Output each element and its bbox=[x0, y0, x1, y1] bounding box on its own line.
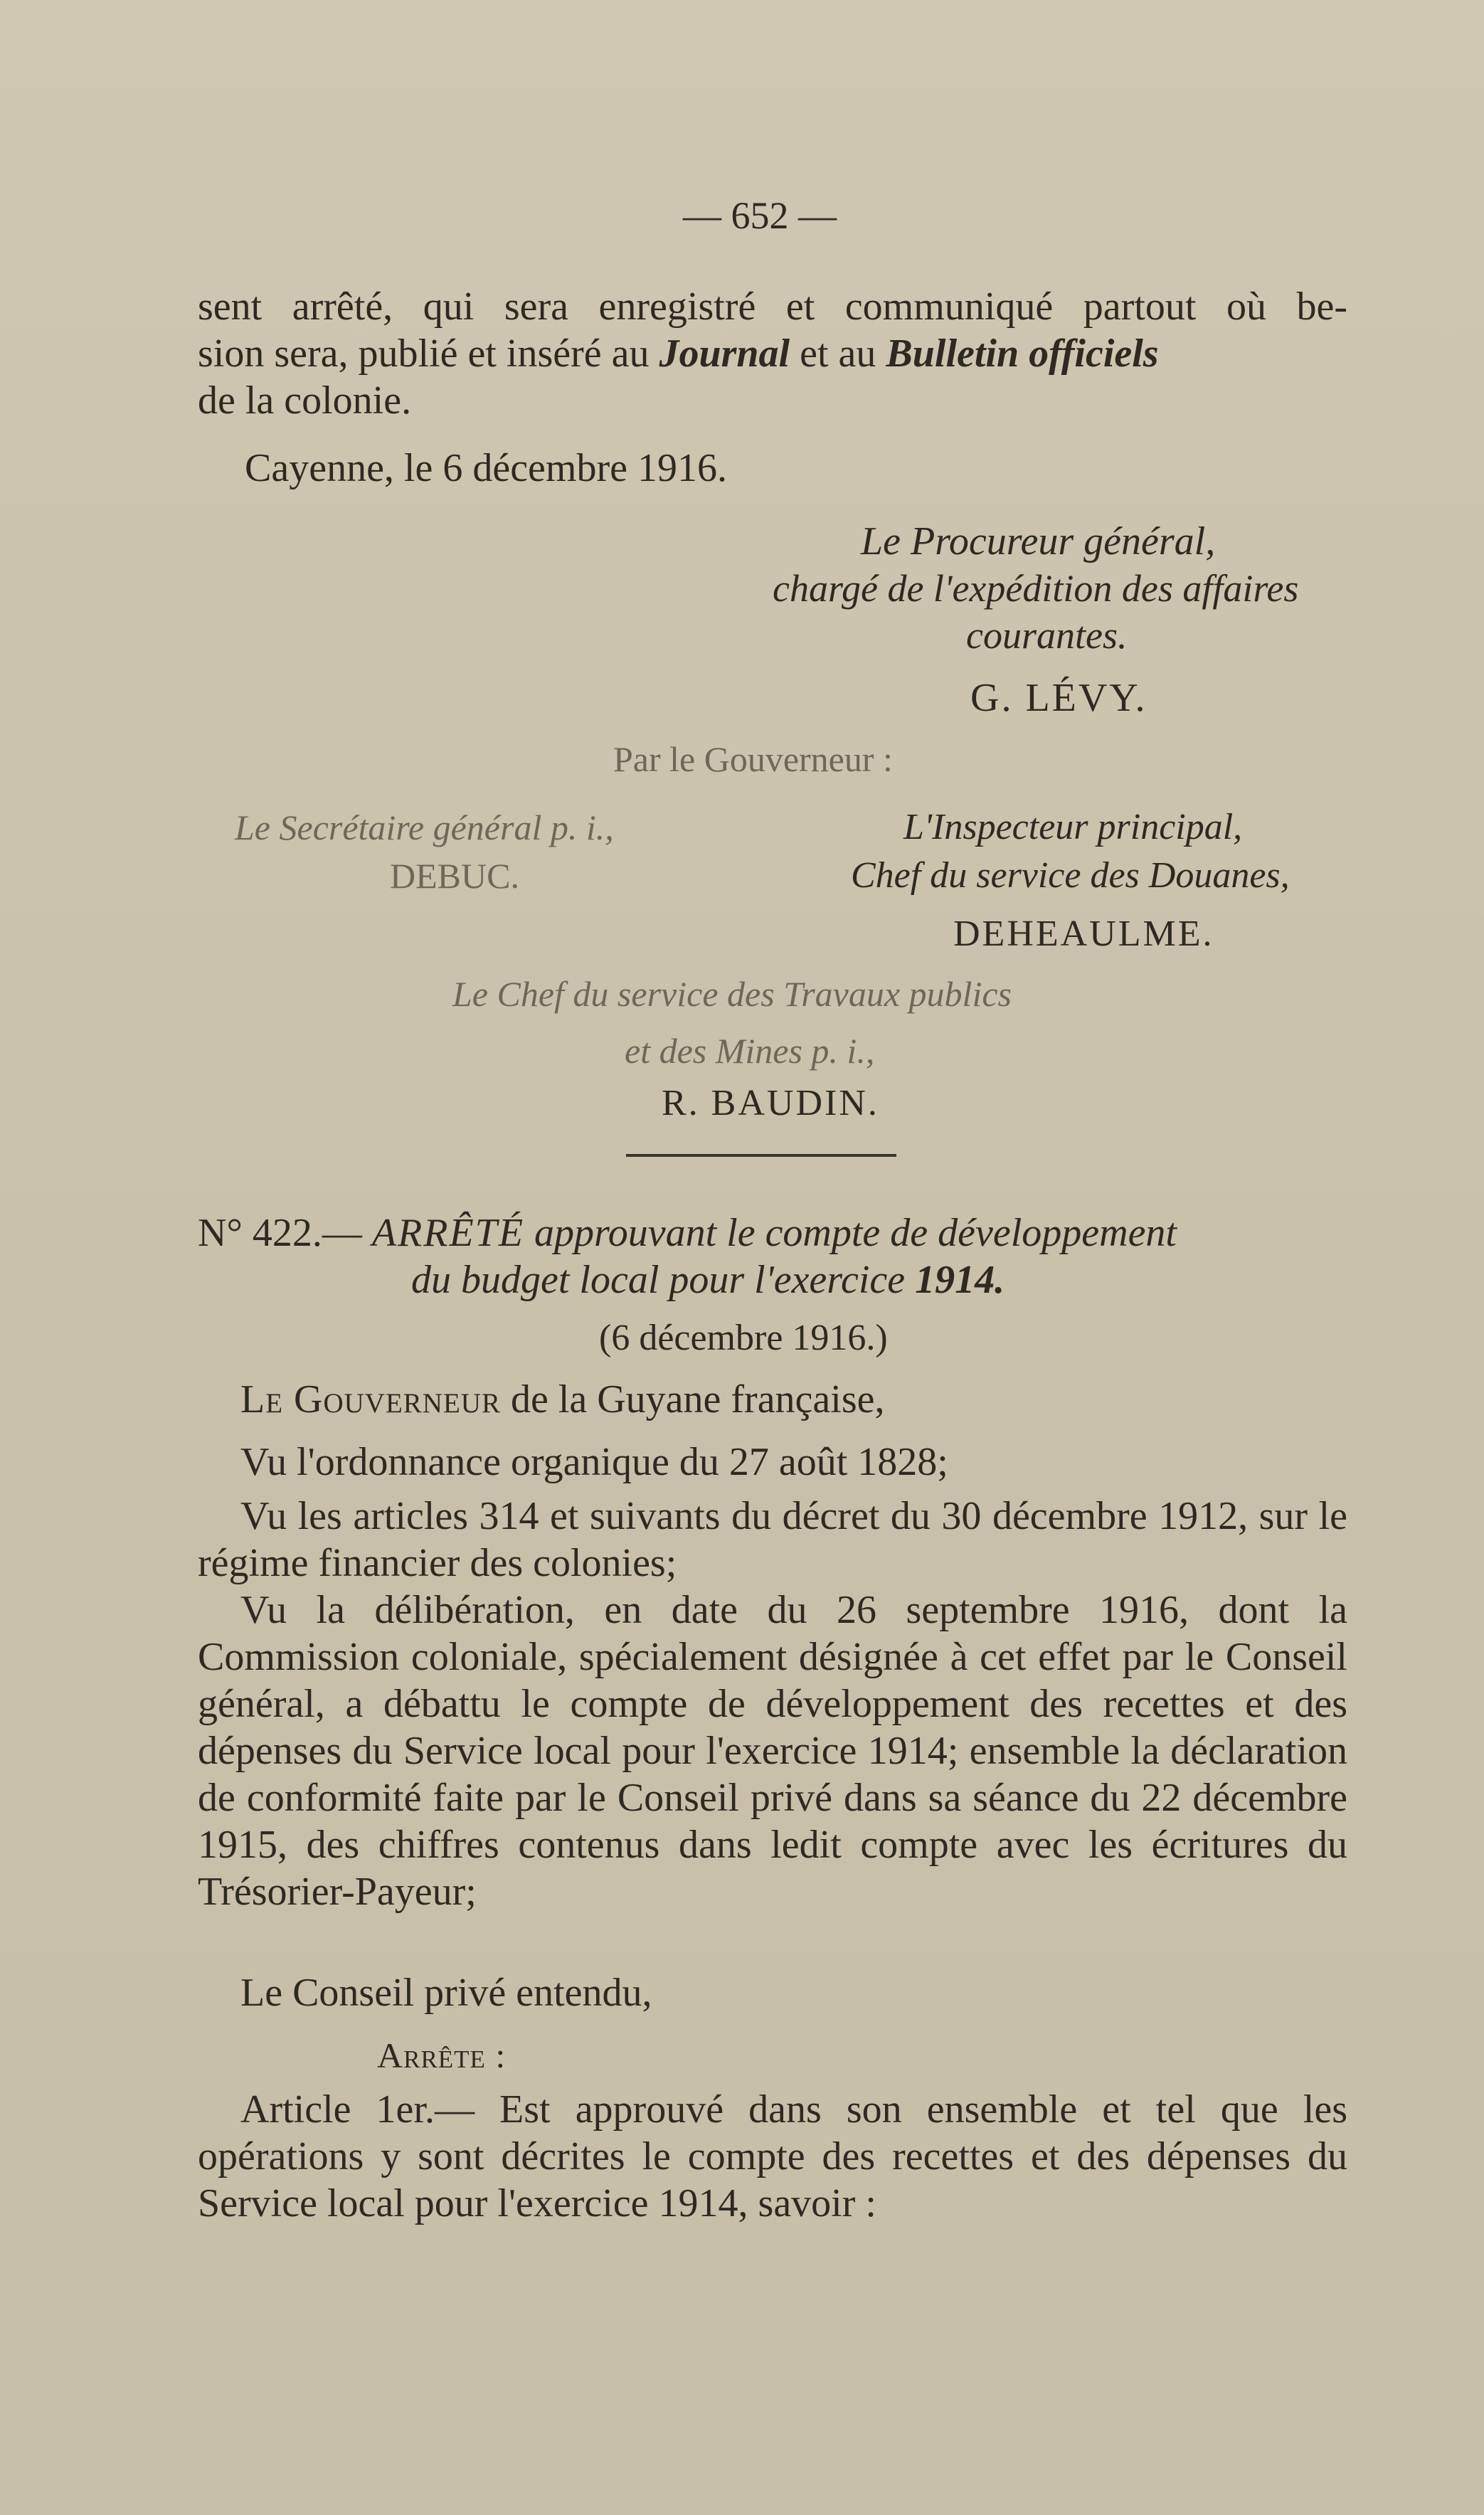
continuation-text: et au bbox=[790, 332, 886, 376]
article-1-text: Article 1er.— Est approuvé dans son ensemble et tel que les opérations y sont décrites le compte des recettes et des dépenses du Service local pour l'exercice 1914, savoir : bbox=[198, 2087, 1347, 2225]
bulletin-title: Bulletin officiels bbox=[886, 332, 1159, 376]
vu-deliberation-text: Vu la délibération, en date du 26 septembre 1916, dont la Commission coloniale, spécialement désignée à cet effet par le Conseil général, a débattu le compte de développement des recettes et des dépenses du Service local pour l'exercice 1914; ensemble la déclaration de conformité faite par le Conseil privé dans sa séance du 22 décembre 1915, des chiffres contenus dans ledit compte avec les écritures du Trésorier-Payeur; bbox=[198, 1588, 1347, 1914]
continuation-text: sion sera, publié et inséré au bbox=[198, 332, 659, 376]
inspector-title: L'Inspecteur principal, bbox=[903, 807, 1243, 847]
page-number: — 652 — bbox=[683, 194, 837, 237]
governor-title: Gouverneur bbox=[294, 1377, 501, 1421]
governor-rest: de la Guyane française, bbox=[500, 1377, 885, 1421]
journal-title: Journal bbox=[659, 332, 790, 376]
inspector-name: DEHEAULME. bbox=[953, 914, 1214, 954]
signatory-role-line-2: courantes. bbox=[966, 614, 1128, 657]
signatory-title: Le Procureur général, bbox=[861, 519, 1216, 563]
signatory-name: G. LÉVY. bbox=[970, 676, 1148, 720]
decree-year: 1914. bbox=[915, 1258, 1005, 1302]
continuation-line-2 bbox=[198, 330, 1347, 377]
works-title: Le Chef du service des Travaux publics bbox=[452, 974, 1012, 1014]
decree-title-rest: approuvant le compte de développement bbox=[524, 1211, 1177, 1255]
vu-articles-text: Vu les articles 314 et suivants du décret du 30 décembre 1912, sur le régime financier des colonies; bbox=[198, 1494, 1347, 1585]
decree-title-word: ARRÊTÉ bbox=[371, 1211, 525, 1255]
article-1 bbox=[198, 2086, 1347, 2227]
decree-number: N° 422.— bbox=[198, 1211, 372, 1255]
section-divider bbox=[626, 1154, 896, 1157]
decree-date: (6 décembre 1916.) bbox=[599, 1318, 888, 1358]
par-le-gouverneur: Par le Gouverneur : bbox=[613, 739, 893, 779]
governor-line bbox=[240, 1376, 884, 1423]
decree-heading-line-1 bbox=[198, 1209, 1177, 1256]
inspector-role: Chef du service des Douanes, bbox=[851, 855, 1290, 896]
signatory-role-line-1: chargé de l'expédition des affaires bbox=[773, 567, 1299, 610]
conseil-prive: Le Conseil privé entendu, bbox=[240, 1971, 652, 2015]
governor-le: Le bbox=[240, 1377, 295, 1421]
vu-ordonnance: Vu l'ordonnance organique du 27 août 1828; bbox=[240, 1440, 948, 1484]
place-date: Cayenne, le 6 décembre 1916. bbox=[245, 446, 727, 490]
continuation-line-1: sent arrêté, qui sera enregistré et communiqué partout où be- bbox=[198, 285, 1347, 329]
works-role: et des Mines p. i., bbox=[625, 1031, 875, 1071]
decree-heading-line-2 bbox=[411, 1256, 1005, 1303]
decree-title-line-2: du budget local pour l'exercice bbox=[411, 1258, 916, 1302]
arrete-label: Arrête : bbox=[377, 2035, 507, 2075]
vu-deliberation bbox=[198, 1587, 1347, 1915]
continuation-line-3: de la colonie. bbox=[198, 378, 412, 423]
secretary-title: Le Secrétaire général p. i., bbox=[235, 808, 614, 847]
works-name: R. BAUDIN. bbox=[662, 1083, 879, 1123]
secretary-name: DEBUC. bbox=[390, 856, 519, 896]
vu-articles bbox=[198, 1493, 1347, 1587]
